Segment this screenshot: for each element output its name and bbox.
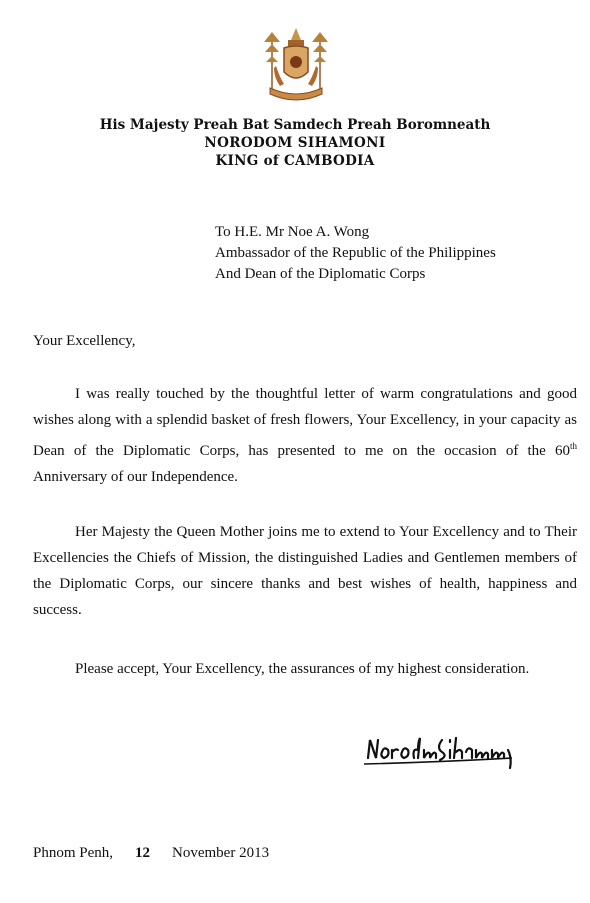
recipient-role: And Dean of the Diplomatic Corps [215,266,426,282]
letterhead-name: NORODOM SIHAMONI [204,135,386,151]
ordinal-suffix: th [569,441,577,451]
body-paragraph-3: Please accept, Your Excellency, the assurances of my highest consideration. [75,661,530,677]
dateline-day: 12 [135,845,151,861]
body-paragraph-1 [33,381,577,490]
body-paragraph-1-end: Anniversary of our Independence. [33,469,238,485]
body-paragraph-1-text: I was really touched by the thoughtful letter of warm congratulations and good wishes along with a splendid basket of fresh flowers, Your Excellency, in your capacity as Dean of the Diplomatic Corps, has presented to me on the occasion of the 60 [33,386,577,459]
royal-crest-icon [258,26,334,106]
handwritten-signature-icon [362,728,522,776]
dateline-month-year: November 2013 [172,845,270,861]
salutation: Your Excellency, [33,333,136,349]
letterhead-subtitle: KING of CAMBODIA [215,153,375,169]
body-paragraph-2: Her Majesty the Queen Mother joins me to extend to Your Excellency and to Their Excellencies the Chiefs of Mission, the distinguished Ladies and Gentlemen members of the Diplomatic Corps, our sincere thanks and best wishes of health, happiness and success. [33,524,577,618]
recipient-title: Ambassador of the Republic of the Philippines [215,245,496,261]
dateline [33,845,269,862]
recipient-name: To H.E. Mr Noe A. Wong [215,224,370,240]
letterhead-title: His Majesty Preah Bat Samdech Preah Boromneath [99,117,491,133]
dateline-place: Phnom Penh, [33,845,114,861]
